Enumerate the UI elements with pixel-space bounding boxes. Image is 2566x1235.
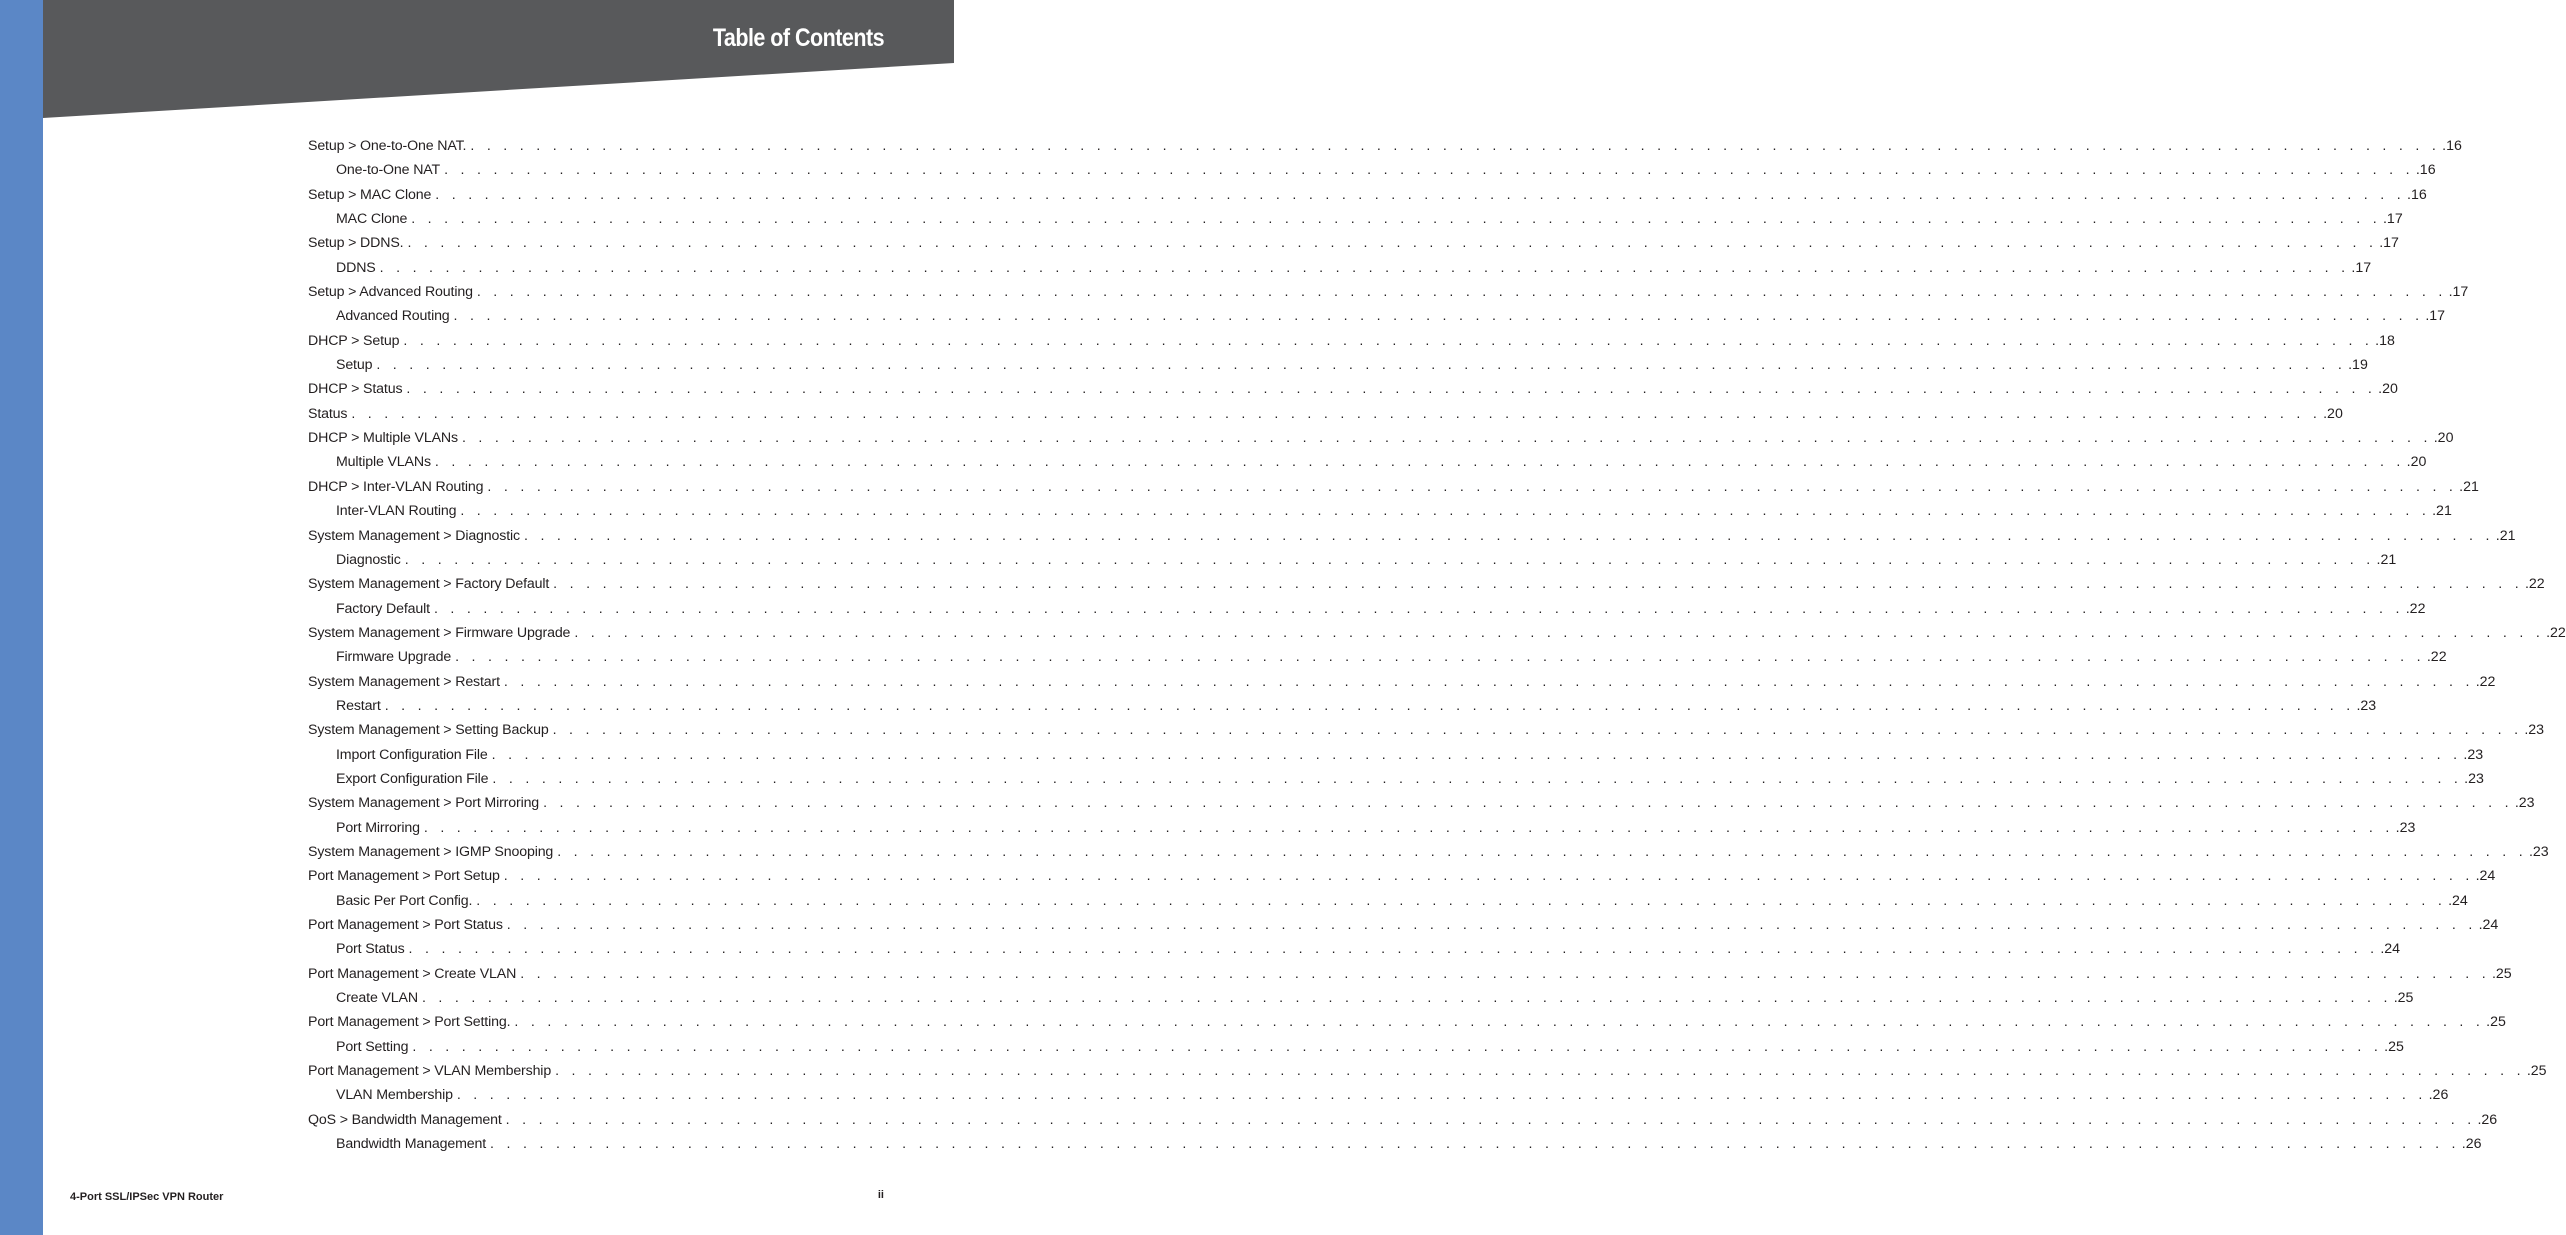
toc-entry-page: .23 bbox=[2463, 746, 2484, 763]
toc-entry-row bbox=[336, 1132, 2482, 1156]
toc-entry-page: .16 bbox=[2442, 138, 2462, 154]
toc-entry-label: System Management > Port Mirroring bbox=[308, 795, 540, 812]
toc-entry-label: DHCP > Setup bbox=[308, 332, 400, 349]
toc-entry[interactable] bbox=[308, 158, 2436, 182]
toc-entry-page: .17 bbox=[2379, 235, 2399, 252]
toc-entry-page: .20 bbox=[2323, 405, 2343, 422]
toc-leader-dots: . . . . . . . . . . . . . . . . . . . . . . . . . . . . . . . . . . . . . . . . . . . . . . . . . . . . . . . . . . . . . . . . . . . . . . . . . . . . . . . . . . . . . . . . . . . . . . . . . . . . . . . . . . . . . . . . . . . . . . . . bbox=[490, 1136, 2460, 1153]
toc-entry[interactable] bbox=[308, 840, 2549, 864]
toc-entry[interactable] bbox=[308, 231, 2399, 255]
toc-entry[interactable] bbox=[308, 1132, 2482, 1156]
toc-leader-dots: . . . . . . . . . . . . . . . . . . . . . . . . . . . . . . . . . . . . . . . . . . . . . . . . . . . . . . . . . . . . . . . . . . . . . . . . . . . . . . . . . . . . . . . . . . . . . . . . . . . . . . . . . . . . . . . . . . . . . . . . bbox=[433, 600, 2404, 617]
toc-entry-row bbox=[308, 524, 2516, 548]
toc-leader-dots: . . . . . . . . . . . . . . . . . . . . . . . . . . . . . . . . . . . . . . . . . . . . . . . . . . . . . . . . . . . . . . . . . . . . . . . . . . . . . . . . . . . . . . . . . . . . . . . . . . . . . . . . . . . . . . . . . . . . . . . . bbox=[492, 770, 2463, 787]
toc-entry[interactable] bbox=[308, 524, 2516, 548]
toc-entry-page: .23 bbox=[2395, 819, 2416, 836]
toc-entry-label: Diagnostic bbox=[336, 551, 401, 568]
toc-entry-row bbox=[336, 499, 2452, 523]
toc-leader-dots: . . . . . . . . . . . . . . . . . . . . . . . . . . . . . . . . . . . . . . . . . . . . . . . . . . . . . . . . . . . . . . . . . . . . . . . . . . . . . . . . . . . . . . . . . . . . . . . . . . . . . . . . . . . . . . . . . . . . . . . . bbox=[470, 138, 2441, 154]
toc-entry-row bbox=[336, 548, 2397, 572]
toc-leader-dots: . . . . . . . . . . . . . . . . . . . . . . . . . . . . . . . . . . . . . . . . . . . . . . . . . . . . . . . . . . . . . . . . . . . . . . . . . . . . . . . . . . . . . . . . . . . . . . . . . . . . . . . . . . . . . . . . . . . . . . . . bbox=[552, 722, 2523, 739]
toc-entry-label: Port Management > Port Setting. bbox=[308, 1014, 511, 1031]
toc-entry[interactable] bbox=[308, 767, 2484, 791]
toc-entry-row bbox=[308, 231, 2399, 255]
toc-entry[interactable] bbox=[308, 426, 2454, 450]
toc-entry-row bbox=[336, 1083, 2449, 1107]
toc-leader-dots: . . . . . . . . . . . . . . . . . . . . . . . . . . . . . . . . . . . . . . . . . . . . . . . . . . . . . . . . . . . . . . . . . . . . . . . . . . . . . . . . . . . . . . . . . . . . . . . . . . . . . . . . . . . . . . . . . . . . . . . . bbox=[555, 1063, 2525, 1080]
toc-leader-dots: . . . . . . . . . . . . . . . . . . . . . . . . . . . . . . . . . . . . . . . . . . . . . . . . . . . . . . . . . . . . . . . . . . . . . . . . . . . . . . . . . . . . . . . . . . . . . . . . . . . . . . . . . . . . . . . . . . . . . . . . bbox=[434, 454, 2405, 471]
toc-entry-page: .20 bbox=[2406, 454, 2427, 471]
toc-entry[interactable] bbox=[308, 816, 2416, 840]
toc-entry-page: .21 bbox=[2432, 503, 2452, 520]
toc-leader-dots: . . . . . . . . . . . . . . . . . . . . . . . . . . . . . . . . . . . . . . . . . . . . . . . . . . . . . . . . . . . . . . . . . . . . . . . . . . . . . . . . . . . . . . . . . . . . . . . . . . . . . . . . . . . . . . . . . . . . . . . . bbox=[453, 308, 2424, 325]
toc-entry-label: System Management > Restart bbox=[308, 673, 500, 690]
toc-entry-page: .24 bbox=[2475, 868, 2496, 885]
toc-entry-page: .21 bbox=[2459, 478, 2479, 495]
toc-entry-row bbox=[336, 645, 2447, 669]
toc-leader-dots: . . . . . . . . . . . . . . . . . . . . . . . . . . . . . . . . . . . . . . . . . . . . . . . . . . . . . . . . . . . . . . . . . . . . . . . . . . . . . . . . . . . . . . . . . . . . . . . . . . . . . . . . . . . . . . . . . . . . . . . . bbox=[444, 162, 2414, 179]
toc-entry-page: .23 bbox=[2524, 722, 2545, 739]
toc-entry-page: .19 bbox=[2348, 357, 2368, 374]
toc-entry-label: DHCP > Inter-VLAN Routing bbox=[308, 478, 484, 495]
toc-entry-row bbox=[336, 207, 2403, 231]
toc-entry-page: .16 bbox=[2407, 186, 2427, 203]
toc-entry-page: .24 bbox=[2380, 941, 2401, 958]
toc-entry-label: Setup bbox=[336, 357, 373, 374]
toc-entry-label: Restart bbox=[336, 697, 381, 714]
toc-entry[interactable] bbox=[308, 670, 2496, 694]
toc-entry-row bbox=[308, 840, 2549, 864]
toc-leader-dots: . . . . . . . . . . . . . . . . . . . . . . . . . . . . . . . . . . . . . . . . . . . . . . . . . . . . . . . . . . . . . . . . . . . . . . . . . . . . . . . . . . . . . . . . . . . . . . . . . . . . . . . . . . . . . . . . . . . . . . . . bbox=[574, 624, 2545, 641]
toc-entry[interactable] bbox=[308, 450, 2427, 474]
toc-entry-page: .21 bbox=[2376, 551, 2397, 568]
toc-entry-label: System Management > Factory Default bbox=[308, 576, 550, 593]
toc-leader-dots: . . . . . . . . . . . . . . . . . . . . . . . . . . . . . . . . . . . . . . . . . . . . . . . . . . . . . . . . . . . . . . . . . . . . . . . . . . . . . . . . . . . . . . . . . . . . . . . . . . . . . . . . . . . . . . . . . . . . . . . . bbox=[476, 284, 2447, 301]
toc-entry-page: .17 bbox=[2425, 308, 2446, 325]
toc-entry-row bbox=[308, 913, 2499, 937]
toc-entry[interactable] bbox=[308, 743, 2484, 767]
toc-entry-label: System Management > IGMP Snooping bbox=[308, 843, 554, 860]
toc-entry-row bbox=[308, 1010, 2506, 1034]
toc-entry[interactable] bbox=[308, 548, 2397, 572]
toc-entry-row bbox=[336, 304, 2446, 328]
toc-entry-label: System Management > Diagnostic bbox=[308, 527, 520, 544]
toc-entry-row bbox=[308, 329, 2395, 353]
toc-leader-dots: . . . . . . . . . . . . . . . . . . . . . . . . . . . . . . . . . . . . . . . . . . . . . . . . . . . . . . . . . . . . . . . . . . . . . . . . . . . . . . . . . . . . . . . . . . . . . . . . . . . . . . . . . . . . . . . . . . . . . . . . bbox=[461, 430, 2432, 447]
toc-entry-page: .22 bbox=[2475, 673, 2496, 690]
toc-entry[interactable] bbox=[308, 183, 2427, 207]
toc-entry-page: .20 bbox=[2433, 430, 2454, 447]
toc-leader-dots: . . . . . . . . . . . . . . . . . . . . . . . . . . . . . . . . . . . . . . . . . . . . . . . . . . . . . . . . . . . . . . . . . . . . . . . . . . . . . . . . . . . . . . . . . . . . . . . . . . . . . . . . . . . . . . . . . . . . . . . . bbox=[503, 673, 2474, 690]
toc-entry-label: Multiple VLANs bbox=[336, 454, 431, 471]
toc-entry-row bbox=[336, 889, 2468, 913]
toc-leader-dots: . . . . . . . . . . . . . . . . . . . . . . . . . . . . . . . . . . . . . . . . . . . . . . . . . . . . . . . . . . . . . . . . . . . . . . . . . . . . . . . . . . . . . . . . . . . . . . . . . . . . . . . . . . . . . . . . . . . . . . . . bbox=[543, 795, 2513, 812]
toc-entry[interactable] bbox=[308, 694, 2377, 718]
toc-entry-page: .23 bbox=[2356, 697, 2377, 714]
toc-entry-row bbox=[336, 450, 2427, 474]
toc-entry-label: Status bbox=[308, 405, 348, 422]
toc-entry-label: Setup > MAC Clone bbox=[308, 186, 432, 203]
toc-entry-row bbox=[308, 572, 2545, 596]
toc-entry-label: Export Configuration File bbox=[336, 770, 489, 787]
toc-entry[interactable] bbox=[308, 645, 2447, 669]
toc-entry-label: Firmware Upgrade bbox=[336, 649, 452, 666]
toc-leader-dots: . . . . . . . . . . . . . . . . . . . . . . . . . . . . . . . . . . . . . . . . . . . . . . . . . . . . . . . . . . . . . . . . . . . . . . . . . . . . . . . . . . . . . . . . . . . . . . . . . . . . . . . . . . . . . . . . . . . . . . . . bbox=[491, 746, 2462, 763]
toc-leader-dots: . . . . . . . . . . . . . . . . . . . . . . . . . . . . . . . . . . . . . . . . . . . . . . . . . . . . . . . . . . . . . . . . . . . . . . . . . . . . . . . . . . . . . . . . . . . . . . . . . . . . . . . . . . . . . . . . . . . . . . . . bbox=[376, 357, 2347, 374]
toc-entry-label: Basic Per Port Config. bbox=[336, 892, 473, 909]
toc-entry[interactable] bbox=[308, 1108, 2498, 1132]
toc-leader-dots: . . . . . . . . . . . . . . . . . . . . . . . . . . . . . . . . . . . . . . . . . . . . . . . . . . . . . . . . . . . . . . . . . . . . . . . . . . . . . . . . . . . . . . . . . . . . . . . . . . . . . . . . . . . . . . . . . . . . . . . . bbox=[351, 405, 2322, 422]
toc-entry-page: .16 bbox=[2415, 162, 2436, 179]
toc-entry[interactable] bbox=[308, 791, 2535, 815]
toc-entry-label: Create VLAN bbox=[336, 990, 418, 1007]
toc-entry-row bbox=[308, 377, 2398, 401]
toc-entry[interactable] bbox=[308, 256, 2372, 280]
toc-entry[interactable] bbox=[308, 718, 2545, 742]
toc-entry-row bbox=[308, 718, 2545, 742]
toc-entry-row bbox=[308, 962, 2512, 986]
toc-entry-page: .20 bbox=[2378, 381, 2398, 398]
toc-entry-label: DHCP > Multiple VLANs bbox=[308, 430, 458, 447]
toc-entry[interactable] bbox=[308, 597, 2426, 621]
toc-leader-dots: . . . . . . . . . . . . . . . . . . . . . . . . . . . . . . . . . . . . . . . . . . . . . . . . . . . . . . . . . . . . . . . . . . . . . . . . . . . . . . . . . . . . . . . . . . . . . . . . . . . . . . . . . . . . . . . . . . . . . . . . bbox=[423, 819, 2394, 836]
toc-entry-page: .21 bbox=[2495, 527, 2516, 544]
toc-entry[interactable] bbox=[308, 913, 2499, 937]
toc-entry-row bbox=[336, 353, 2368, 377]
toc-entry-page: .23 bbox=[2464, 770, 2484, 787]
toc-leader-dots: . . . . . . . . . . . . . . . . . . . . . . . . . . . . . . . . . . . . . . . . . . . . . . . . . . . . . . . . . . . . . . . . . . . . . . . . . . . . . . . . . . . . . . . . . . . . . . . . . . . . . . . . . . . . . . . . . . . . . . . . bbox=[408, 941, 2379, 958]
toc-entry-label: System Management > Setting Backup bbox=[308, 722, 549, 739]
toc-leader-dots: . . . . . . . . . . . . . . . . . . . . . . . . . . . . . . . . . . . . . . . . . . . . . . . . . . . . . . . . . . . . . . . . . . . . . . . . . . . . . . . . . . . . . . . . . . . . . . . . . . . . . . . . . . . . . . . . . . . . . . . . bbox=[403, 332, 2374, 349]
toc-entry-label: Setup > One-to-One NAT. bbox=[308, 138, 467, 154]
side-accent-bar bbox=[0, 0, 43, 1235]
toc-entry-page: .22 bbox=[2426, 649, 2447, 666]
toc-leader-dots: . . . . . . . . . . . . . . . . . . . . . . . . . . . . . . . . . . . . . . . . . . . . . . . . . . . . . . . . . . . . . . . . . . . . . . . . . . . . . . . . . . . . . . . . . . . . . . . . . . . . . . . . . . . . . . . . . . . . . . . . bbox=[411, 211, 2381, 228]
toc-entry[interactable] bbox=[308, 207, 2403, 231]
toc-entry[interactable] bbox=[308, 329, 2395, 353]
toc-entry-page: .22 bbox=[2524, 576, 2545, 593]
toc-entry-row bbox=[308, 134, 2462, 158]
toc-entry-row bbox=[308, 864, 2496, 888]
toc-entry[interactable] bbox=[308, 1010, 2506, 1034]
toc-entry-page: .17 bbox=[2382, 211, 2403, 228]
toc-entry[interactable] bbox=[308, 621, 2566, 645]
toc-entry-page: .25 bbox=[2486, 1014, 2506, 1031]
toc-entry-label: Port Status bbox=[336, 941, 405, 958]
toc-entry-page: .18 bbox=[2375, 332, 2395, 349]
toc-entry-page: .23 bbox=[2528, 843, 2549, 860]
toc-entry-row bbox=[336, 256, 2372, 280]
toc-entry-row bbox=[336, 986, 2414, 1010]
header-band-shape bbox=[43, 0, 954, 120]
toc-entry-row bbox=[308, 475, 2479, 499]
footer-product-name: 4-Port SSL/IPSec VPN Router bbox=[70, 1191, 224, 1203]
toc-entry[interactable] bbox=[308, 937, 2401, 961]
toc-entry-page: .26 bbox=[2477, 1111, 2498, 1128]
toc-entry-row bbox=[308, 183, 2427, 207]
toc-entry[interactable] bbox=[308, 986, 2414, 1010]
toc-entry-label: Port Setting bbox=[336, 1038, 409, 1055]
toc-entry[interactable] bbox=[308, 1035, 2404, 1059]
toc-entry-row bbox=[336, 694, 2377, 718]
toc-leader-dots: . . . . . . . . . . . . . . . . . . . . . . . . . . . . . . . . . . . . . . . . . . . . . . . . . . . . . . . . . . . . . . . . . . . . . . . . . . . . . . . . . . . . . . . . . . . . . . . . . . . . . . . . . . . . . . . . . . . . . . . . bbox=[487, 478, 2458, 495]
toc-leader-dots: . . . . . . . . . . . . . . . . . . . . . . . . . . . . . . . . . . . . . . . . . . . . . . . . . . . . . . . . . . . . . . . . . . . . . . . . . . . . . . . . . . . . . . . . . . . . . . . . . . . . . . . . . . . . . . . . . . . . . . . . bbox=[379, 259, 2350, 276]
toc-entry-label: Setup > Advanced Routing bbox=[308, 284, 473, 301]
toc-entry-page: .25 bbox=[2384, 1038, 2404, 1055]
toc-entry-label: Port Mirroring bbox=[336, 819, 420, 836]
toc-entry-row bbox=[336, 767, 2484, 791]
toc-entry-row bbox=[336, 158, 2436, 182]
toc-entry-page: .25 bbox=[2491, 965, 2512, 982]
toc-entry-page: .25 bbox=[2526, 1063, 2547, 1080]
toc-entry-label: Bandwidth Management bbox=[336, 1136, 487, 1153]
toc-leader-dots: . . . . . . . . . . . . . . . . . . . . . . . . . . . . . . . . . . . . . . . . . . . . . . . . . . . . . . . . . . . . . . . . . . . . . . . . . . . . . . . . . . . . . . . . . . . . . . . . . . . . . . . . . . . . . . . . . . . . . . . . bbox=[407, 235, 2378, 252]
toc-entry[interactable] bbox=[308, 377, 2398, 401]
toc-leader-dots: . . . . . . . . . . . . . . . . . . . . . . . . . . . . . . . . . . . . . . . . . . . . . . . . . . . . . . . . . . . . . . . . . . . . . . . . . . . . . . . . . . . . . . . . . . . . . . . . . . . . . . . . . . . . . . . . . . . . . . . . bbox=[553, 576, 2523, 593]
footer-page-number: ii bbox=[877, 1189, 884, 1201]
toc-leader-dots: . . . . . . . . . . . . . . . . . . . . . . . . . . . . . . . . . . . . . . . . . . . . . . . . . . . . . . . . . . . . . . . . . . . . . . . . . . . . . . . . . . . . . . . . . . . . . . . . . . . . . . . . . . . . . . . . . . . . . . . . bbox=[460, 503, 2431, 520]
toc-entry-label: System Management > Firmware Upgrade bbox=[308, 624, 571, 641]
toc-entry-row bbox=[336, 1035, 2404, 1059]
toc-entry-label: Port Management > Create VLAN bbox=[308, 965, 517, 982]
header-band bbox=[43, 0, 954, 120]
toc-entry-page: .17 bbox=[2448, 284, 2469, 301]
toc-leader-dots: . . . . . . . . . . . . . . . . . . . . . . . . . . . . . . . . . . . . . . . . . . . . . . . . . . . . . . . . . . . . . . . . . . . . . . . . . . . . . . . . . . . . . . . . . . . . . . . . . . . . . . . . . . . . . . . . . . . . . . . . bbox=[476, 892, 2447, 909]
toc-entry[interactable] bbox=[308, 402, 2343, 426]
toc-entry-page: .26 bbox=[2461, 1136, 2482, 1153]
toc-entry-row bbox=[308, 670, 2496, 694]
toc-entry-label: Port Management > VLAN Membership bbox=[308, 1063, 552, 1080]
toc-leader-dots: . . . . . . . . . . . . . . . . . . . . . . . . . . . . . . . . . . . . . . . . . . . . . . . . . . . . . . . . . . . . . . . . . . . . . . . . . . . . . . . . . . . . . . . . . . . . . . . . . . . . . . . . . . . . . . . . . . . . . . . . bbox=[456, 1087, 2427, 1104]
toc-entry-label: MAC Clone bbox=[336, 211, 408, 228]
toc-entry-label: One-to-One NAT bbox=[336, 162, 441, 179]
toc-entry-row bbox=[308, 402, 2343, 426]
toc-entry[interactable] bbox=[308, 134, 2462, 158]
toc-entry-label: DDNS bbox=[336, 259, 376, 276]
toc-entry[interactable] bbox=[308, 864, 2496, 888]
toc-entry[interactable] bbox=[308, 353, 2368, 377]
toc-leader-dots: . . . . . . . . . . . . . . . . . . . . . . . . . . . . . . . . . . . . . . . . . . . . . . . . . . . . . . . . . . . . . . . . . . . . . . . . . . . . . . . . . . . . . . . . . . . . . . . . . . . . . . . . . . . . . . . . . . . . . . . . bbox=[384, 697, 2355, 714]
table-of-contents bbox=[308, 134, 2566, 1156]
toc-entry-row bbox=[308, 426, 2454, 450]
toc-entry-row bbox=[336, 816, 2416, 840]
toc-entry[interactable] bbox=[308, 499, 2452, 523]
toc-entry-label: Factory Default bbox=[336, 600, 430, 617]
toc-entry[interactable] bbox=[308, 280, 2469, 304]
toc-leader-dots: . . . . . . . . . . . . . . . . . . . . . . . . . . . . . . . . . . . . . . . . . . . . . . . . . . . . . . . . . . . . . . . . . . . . . . . . . . . . . . . . . . . . . . . . . . . . . . . . . . . . . . . . . . . . . . . . . . . . . . . . bbox=[412, 1038, 2383, 1055]
toc-entry-label: Port Management > Port Status bbox=[308, 917, 503, 933]
toc-leader-dots: . . . . . . . . . . . . . . . . . . . . . . . . . . . . . . . . . . . . . . . . . . . . . . . . . . . . . . . . . . . . . . . . . . . . . . . . . . . . . . . . . . . . . . . . . . . . . . . . . . . . . . . . . . . . . . . . . . . . . . . . bbox=[514, 1014, 2485, 1031]
toc-entry-row bbox=[308, 621, 2566, 645]
toc-entry-row bbox=[308, 791, 2535, 815]
toc-entry-label: Port Management > Port Setup bbox=[308, 868, 500, 885]
toc-leader-dots: . . . . . . . . . . . . . . . . . . . . . . . . . . . . . . . . . . . . . . . . . . . . . . . . . . . . . . . . . . . . . . . . . . . . . . . . . . . . . . . . . . . . . . . . . . . . . . . . . . . . . . . . . . . . . . . . . . . . . . . . bbox=[505, 1111, 2476, 1128]
toc-entry-label: VLAN Membership bbox=[336, 1087, 453, 1104]
toc-entry-row bbox=[308, 1059, 2547, 1083]
toc-entry-page: .17 bbox=[2351, 259, 2372, 276]
toc-entry-label: Setup > DDNS. bbox=[308, 235, 404, 252]
toc-entry-label: QoS > Bandwidth Management bbox=[308, 1111, 502, 1128]
toc-entry-page: .23 bbox=[2514, 795, 2535, 812]
toc-entry[interactable] bbox=[308, 1059, 2547, 1083]
toc-leader-dots: . . . . . . . . . . . . . . . . . . . . . . . . . . . . . . . . . . . . . . . . . . . . . . . . . . . . . . . . . . . . . . . . . . . . . . . . . . . . . . . . . . . . . . . . . . . . . . . . . . . . . . . . . . . . . . . . . . . . . . . . bbox=[435, 186, 2406, 203]
toc-leader-dots: . . . . . . . . . . . . . . . . . . . . . . . . . . . . . . . . . . . . . . . . . . . . . . . . . . . . . . . . . . . . . . . . . . . . . . . . . . . . . . . . . . . . . . . . . . . . . . . . . . . . . . . . . . . . . . . . . . . . . . . . bbox=[406, 381, 2377, 398]
toc-entry[interactable] bbox=[308, 889, 2468, 913]
toc-leader-dots: . . . . . . . . . . . . . . . . . . . . . . . . . . . . . . . . . . . . . . . . . . . . . . . . . . . . . . . . . . . . . . . . . . . . . . . . . . . . . . . . . . . . . . . . . . . . . . . . . . . . . . . . . . . . . . . . . . . . . . . . bbox=[421, 990, 2392, 1007]
toc-entry[interactable] bbox=[308, 475, 2479, 499]
toc-leader-dots: . . . . . . . . . . . . . . . . . . . . . . . . . . . . . . . . . . . . . . . . . . . . . . . . . . . . . . . . . . . . . . . . . . . . . . . . . . . . . . . . . . . . . . . . . . . . . . . . . . . . . . . . . . . . . . . . . . . . . . . . bbox=[455, 649, 2425, 666]
toc-entry[interactable] bbox=[308, 572, 2545, 596]
toc-entry-page: .22 bbox=[2405, 600, 2426, 617]
toc-entry[interactable] bbox=[308, 1083, 2449, 1107]
toc-entry-page: .26 bbox=[2428, 1087, 2449, 1104]
toc-leader-dots: . . . . . . . . . . . . . . . . . . . . . . . . . . . . . . . . . . . . . . . . . . . . . . . . . . . . . . . . . . . . . . . . . . . . . . . . . . . . . . . . . . . . . . . . . . . . . . . . . . . . . . . . . . . . . . . . . . . . . . . . bbox=[404, 551, 2375, 568]
toc-leader-dots: . . . . . . . . . . . . . . . . . . . . . . . . . . . . . . . . . . . . . . . . . . . . . . . . . . . . . . . . . . . . . . . . . . . . . . . . . . . . . . . . . . . . . . . . . . . . . . . . . . . . . . . . . . . . . . . . . . . . . . . . bbox=[520, 965, 2490, 982]
toc-leader-dots: . . . . . . . . . . . . . . . . . . . . . . . . . . . . . . . . . . . . . . . . . . . . . . . . . . . . . . . . . . . . . . . . . . . . . . . . . . . . . . . . . . . . . . . . . . . . . . . . . . . . . . . . . . . . . . . . . . . . . . . . bbox=[503, 868, 2474, 885]
toc-entry-label: Inter-VLAN Routing bbox=[336, 503, 457, 520]
toc-entry[interactable] bbox=[308, 962, 2512, 986]
toc-entry-page: .22 bbox=[2546, 624, 2566, 641]
toc-entry-row bbox=[336, 597, 2426, 621]
toc-entry-page: .25 bbox=[2393, 990, 2414, 1007]
toc-leader-dots: . . . . . . . . . . . . . . . . . . . . . . . . . . . . . . . . . . . . . . . . . . . . . . . . . . . . . . . . . . . . . . . . . . . . . . . . . . . . . . . . . . . . . . . . . . . . . . . . . . . . . . . . . . . . . . . . . . . . . . . . bbox=[523, 527, 2494, 544]
toc-entry-row bbox=[336, 743, 2484, 767]
toc-entry-row bbox=[336, 937, 2401, 961]
page-title: Table of Contents bbox=[712, 24, 884, 52]
toc-entry-row bbox=[308, 1108, 2498, 1132]
toc-entry[interactable] bbox=[308, 304, 2446, 328]
toc-leader-dots: . . . . . . . . . . . . . . . . . . . . . . . . . . . . . . . . . . . . . . . . . . . . . . . . . . . . . . . . . . . . . . . . . . . . . . . . . . . . . . . . . . . . . . . . . . . . . . . . . . . . . . . . . . . . . . . . . . . . . . . . bbox=[557, 843, 2527, 860]
toc-entry-row bbox=[308, 280, 2469, 304]
toc-entry-label: Import Configuration File bbox=[336, 746, 488, 763]
toc-entry-label: DHCP > Status bbox=[308, 381, 403, 398]
toc-entry-page: .24 bbox=[2448, 892, 2468, 909]
toc-entry-page: .24 bbox=[2478, 917, 2499, 933]
toc-leader-dots: . . . . . . . . . . . . . . . . . . . . . . . . . . . . . . . . . . . . . . . . . . . . . . . . . . . . . . . . . . . . . . . . . . . . . . . . . . . . . . . . . . . . . . . . . . . . . . . . . . . . . . . . . . . . . . . . . . . . . . . . bbox=[506, 917, 2477, 933]
toc-entry-label: Advanced Routing bbox=[336, 308, 450, 325]
